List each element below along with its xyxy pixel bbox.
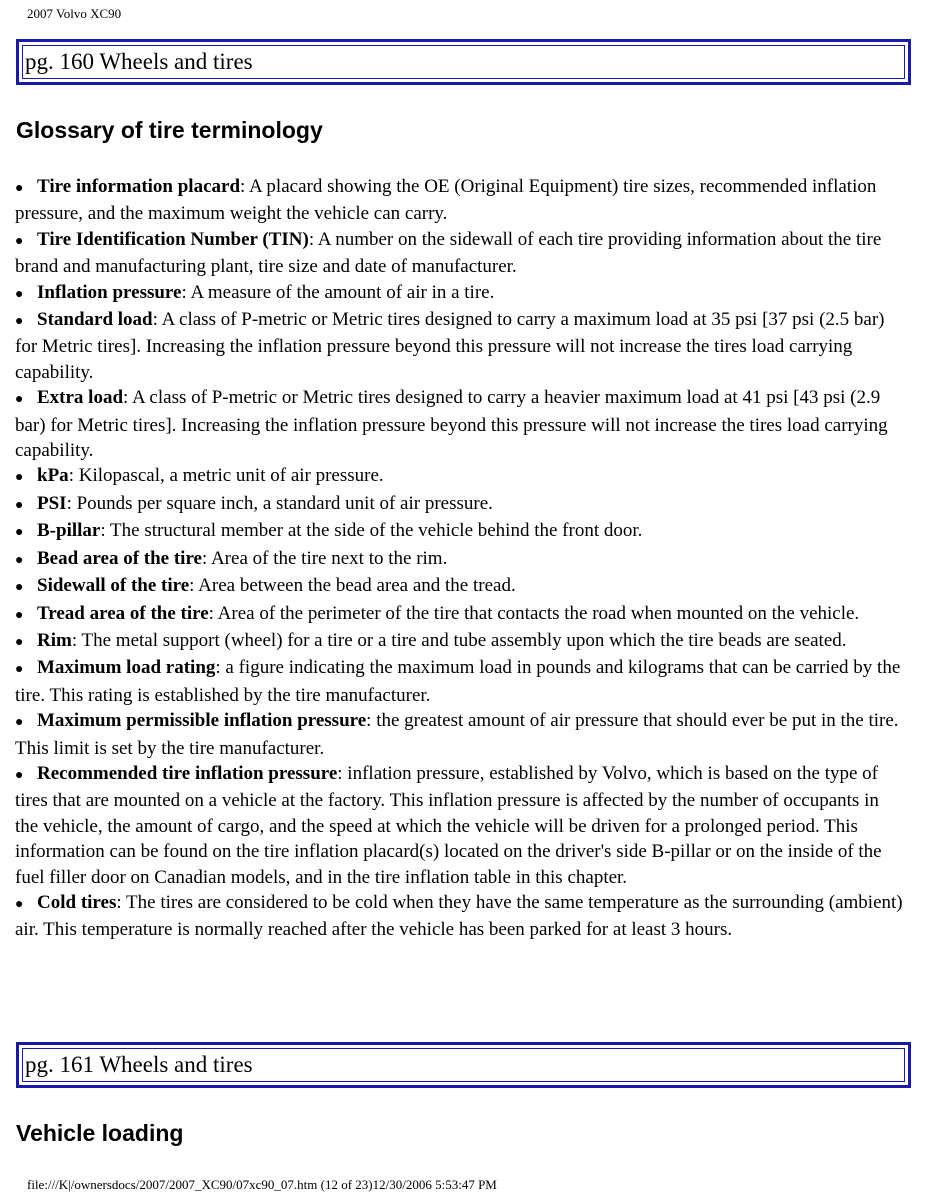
bullet-icon: ● — [15, 470, 24, 486]
glossary-definition: : A number on the sidewall of each tire providing information about the tire brand and manufacturing plant, tire size and date of manufacturer. — [15, 228, 882, 278]
bullet-icon: ● — [15, 233, 24, 249]
glossary-term: Maximum load rating — [37, 657, 216, 679]
bullet-icon: ● — [15, 715, 24, 731]
bullet-icon: ● — [15, 525, 24, 541]
glossary-definition: : the greatest amount of air pressure that should ever be put in the tire. This limit is set by the tire manufacturer. — [15, 710, 899, 759]
glossary-term: Cold tires — [37, 891, 117, 913]
glossary-item — [15, 463, 905, 490]
bullet-icon: ● — [15, 896, 24, 912]
bullet-icon: ● — [15, 580, 24, 596]
bullet-icon: ● — [15, 767, 24, 783]
bullet-icon: ● — [15, 181, 24, 196]
document-footer: file:///K|/ownersdocs/2007/2007_XC90/07xc90_07.htm (12 of 23)12/30/2006 5:53:47 PM — [27, 1177, 497, 1192]
glossary-definition: : The tires are considered to be cold when they have the same temperature as the surrounding (ambient) air. This temperature is normally reached after the vehicle has been parked for at least 3 hours. — [15, 891, 903, 941]
glossary-item — [15, 628, 905, 655]
glossary-item — [15, 573, 905, 600]
glossary-definition: : A placard showing the OE (Original Equipment) tire sizes, recommended inflation pressure, and the maximum weight the vehicle can carry. — [15, 176, 877, 225]
glossary-item — [15, 227, 905, 280]
glossary-item — [15, 655, 905, 708]
glossary-item — [15, 280, 905, 307]
bullet-icon: ● — [15, 314, 24, 330]
bullet-icon: ● — [15, 662, 24, 678]
glossary-definition: : inflation pressure, established by Volvo, which is based on the type of tires that are mounted on a vehicle at the factory. This inflation pressure is affected by the number of occupants in the vehicle, the amount of cargo, and the speed at which the vehicle will be driven for a prolonged period. This information can be found on the tire inflation placard(s) located on the driver's side B-pillar or on the inside of the fuel filler door on Canadian models, and in the tire inflation table in this chapter. — [15, 762, 882, 888]
glossary-definition: : A measure of the amount of air in a tire. — [181, 281, 495, 303]
glossary-definition: : The metal support (wheel) for a tire or a tire and tube assembly upon which the tire beads are seated. — [71, 629, 847, 651]
glossary-list — [15, 174, 905, 943]
glossary-item — [15, 518, 905, 545]
glossary-term: Inflation pressure — [37, 281, 182, 303]
glossary-item — [15, 761, 905, 890]
document-header: 2007 Volvo XC90 — [27, 6, 122, 21]
glossary-definition: : Pounds per square inch, a standard unit of air pressure. — [66, 492, 493, 514]
page-160-banner — [16, 39, 911, 85]
glossary-item — [15, 890, 905, 943]
glossary-item — [15, 174, 905, 227]
glossary-term: Tire information placard — [37, 176, 241, 197]
glossary-term: Bead area of the tire — [37, 547, 202, 569]
glossary-definition: : A class of P-metric or Metric tires designed to carry a heavier maximum load at 41 psi [43 psi (2.9 bar) for Metric tires]. Increasing the inflation pressure beyond this pressure will not increase the tires load carrying capability. — [15, 387, 888, 462]
glossary-term: Standard load — [37, 309, 153, 331]
glossary-term: kPa — [37, 465, 69, 487]
glossary-item — [15, 601, 905, 628]
glossary-term: Rim — [37, 629, 72, 651]
bullet-icon: ● — [15, 497, 24, 513]
glossary-definition: : A class of P-metric or Metric tires designed to carry a maximum load at 35 psi [37 psi (2.5 bar) for Metric tires]. Increasing the inflation pressure beyond this pressure will not increase the tires load carrying capability. — [15, 309, 885, 383]
glossary-term: PSI — [37, 492, 67, 514]
bullet-icon: ● — [15, 392, 24, 408]
glossary-item — [15, 708, 905, 761]
glossary-term: Maximum permissible inflation pressure — [37, 710, 367, 732]
glossary-heading: Glossary of tire terminology — [16, 117, 323, 143]
glossary-definition: : The structural member at the side of the vehicle behind the front door. — [100, 520, 643, 542]
glossary-term: Tire Identification Number (TIN) — [37, 228, 309, 250]
glossary-term: Sidewall of the tire — [37, 575, 190, 597]
glossary-term: Extra load — [37, 387, 124, 409]
bullet-icon: ● — [15, 607, 24, 623]
glossary-item — [15, 385, 905, 463]
page-160-label: pg. 160 Wheels and tires — [25, 49, 253, 74]
glossary-definition: : Kilopascal, a metric unit of air pressure. — [68, 465, 384, 487]
page-161-label: pg. 161 Wheels and tires — [25, 1052, 253, 1077]
glossary-item — [15, 546, 905, 573]
glossary-definition: : Area of the perimeter of the tire that contacts the road when mounted on the vehicle. — [208, 602, 860, 624]
bullet-icon: ● — [15, 286, 24, 302]
glossary-term: B-pillar — [37, 520, 101, 542]
bullet-icon: ● — [15, 552, 24, 568]
glossary-item — [15, 491, 905, 518]
glossary-item — [15, 307, 905, 385]
glossary-definition: : Area of the tire next to the rim. — [201, 547, 448, 569]
glossary-term: Tread area of the tire — [37, 602, 209, 624]
vehicle-loading-heading: Vehicle loading — [16, 1120, 184, 1146]
glossary-term: Recommended tire inflation pressure — [37, 762, 338, 784]
glossary-definition: : Area between the bead area and the tread. — [189, 575, 516, 597]
bullet-icon: ● — [15, 634, 24, 650]
glossary-definition: : a figure indicating the maximum load in pounds and kilograms that can be carried by the tire. This rating is established by the tire manufacturer. — [15, 657, 901, 706]
page-161-banner — [16, 1042, 911, 1088]
